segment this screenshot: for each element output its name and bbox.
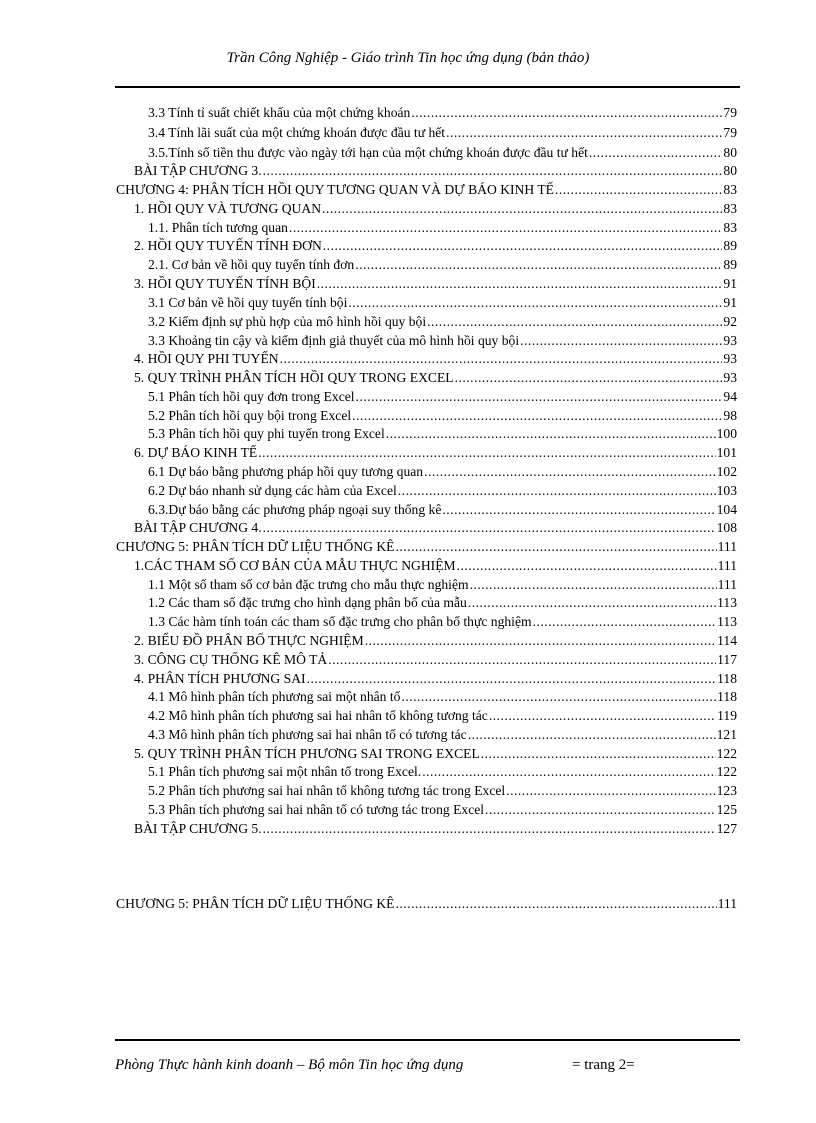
toc-leader-dots (485, 801, 716, 819)
toc-entry[interactable] (148, 782, 737, 800)
header-rule (115, 86, 740, 88)
toc-entry-page: 119 (717, 708, 737, 723)
toc-leader-dots (481, 745, 716, 763)
toc-entry-title: BÀI TẬP CHƯƠNG 3. (134, 163, 262, 178)
toc-leader-dots (424, 463, 716, 481)
toc-entry[interactable] (148, 463, 737, 481)
toc-entry-title: CHƯƠNG 4: PHÂN TÍCH HỒI QUY TƯƠNG QUAN VÀ DỰ BÁO KINH TẾ (116, 182, 554, 197)
toc-leader-dots (328, 651, 716, 669)
toc-entry-page: 92 (723, 314, 737, 329)
toc-entry[interactable] (148, 313, 737, 331)
toc-leader-dots (386, 425, 716, 443)
toc-entry-page: 83 (723, 182, 737, 197)
toc-entry-page: 122 (716, 746, 737, 761)
toc-entry-title: 5.2 Phân tích hồi quy bội trong Excel (148, 408, 352, 423)
toc-leader-dots (468, 594, 716, 612)
toc-entry-title: 5.1 Phân tích hồi quy đơn trong Excel (148, 389, 355, 404)
toc-entry-page: 125 (716, 802, 737, 817)
toc-leader-dots (289, 219, 722, 237)
toc-entry-title: 1. HỒI QUY VÀ TƯƠNG QUAN (134, 201, 322, 216)
toc-entry[interactable] (148, 707, 737, 725)
toc-entry-title: 1.CÁC THAM SỐ CƠ BẢN CỦA MẪU THỰC NGHIỆM (134, 558, 456, 573)
page-header-title: Trần Công Nghiệp - Giáo trình Tin học ứng dụng (bản thảo) (226, 50, 590, 66)
toc-entry-page: 93 (723, 370, 737, 385)
toc-entry-page: 100 (716, 426, 737, 441)
toc-leader-dots (457, 557, 717, 575)
toc-entry-title: 6.2 Dự báo nhanh sử dụng các hàm của Excel (148, 483, 397, 498)
toc-entry-title: 3. CÔNG CỤ THỐNG KÊ MÔ TẢ (134, 652, 328, 667)
toc-leader-dots (322, 200, 722, 218)
toc-entry[interactable] (148, 501, 737, 519)
toc-leader-dots (396, 538, 717, 556)
toc-entry-title: 5.3 Phân tích phương sai hai nhân tố có tương tác trong Excel (148, 802, 485, 817)
toc-leader-dots (533, 613, 717, 631)
toc-entry[interactable] (148, 294, 737, 312)
toc-entry-title: 3.3 Khoảng tin cậy và kiểm định giả thuyết của mô hình hồi quy bội (148, 333, 520, 348)
toc-entry-page: 91 (723, 276, 737, 291)
toc-leader-dots (355, 256, 722, 274)
toc-entry-title: 3.2 Kiểm định sự phù hợp của mô hình hồi quy bội (148, 314, 427, 329)
toc-entry[interactable] (148, 576, 737, 594)
toc-entry-title: 6. DỰ BÁO KINH TẾ (134, 445, 258, 460)
toc-entry-page: 113 (717, 614, 737, 629)
toc-entry-page: 98 (723, 408, 737, 423)
toc-entry-title: CHƯƠNG 5: PHÂN TÍCH DỮ LIỆU THỐNG KÊ (116, 539, 395, 554)
toc-entry-page: 111 (717, 558, 737, 573)
toc-entry-page: 121 (716, 727, 737, 742)
toc-leader-dots (446, 124, 722, 142)
toc-leader-dots (422, 763, 715, 781)
toc-entry[interactable] (134, 670, 737, 688)
toc-entry[interactable] (134, 200, 737, 218)
toc-entry[interactable] (148, 144, 737, 162)
footer-department: Phòng Thực hành kinh doanh – Bộ môn Tin học ứng dụng (115, 1057, 464, 1073)
toc-leader-dots (352, 407, 722, 425)
toc-entry-page: 101 (716, 445, 737, 460)
toc-leader-dots (365, 632, 716, 650)
footer-rule (115, 1039, 740, 1041)
toc-leader-dots (258, 444, 715, 462)
toc-leader-dots (442, 501, 715, 519)
toc-leader-dots (348, 294, 722, 312)
toc-entry-page: 89 (723, 257, 737, 272)
toc-entry[interactable] (148, 407, 737, 425)
footer-page-number: = trang 2= (572, 1057, 635, 1073)
toc-entry[interactable] (134, 557, 737, 575)
toc-leader-dots (520, 332, 722, 350)
toc-entry-page: 83 (723, 201, 737, 216)
toc-leader-dots (396, 895, 717, 913)
toc-leader-dots (263, 162, 723, 180)
toc-entry-page: 118 (717, 671, 737, 686)
toc-entry-title: BÀI TẬP CHƯƠNG 5. (134, 821, 262, 836)
toc-entry-title: 5. QUY TRÌNH PHÂN TÍCH PHƯƠNG SAI TRONG EXCEL (134, 746, 480, 761)
toc-entry-title: 1.3 Các hàm tính toán các tham số đặc trưng cho phân bố thực nghiệm (148, 614, 532, 629)
toc-entry-title: 3.1 Cơ bản về hồi quy tuyến tính bội (148, 295, 348, 310)
toc-entry-title: 2. HỒI QUY TUYẾN TÍNH ĐƠN (134, 238, 322, 253)
toc-entry[interactable] (148, 124, 737, 142)
toc-leader-dots (468, 726, 716, 744)
toc-entry-page: 79 (723, 125, 737, 140)
toc-entry-title: 1.1. Phân tích tương quan (148, 220, 288, 235)
toc-leader-dots (307, 670, 717, 688)
toc-entry-title: CHƯƠNG 5: PHÂN TÍCH DỮ LIỆU THỐNG KÊ (116, 896, 395, 911)
toc-entry-title: 5.3 Phân tích hồi quy phi tuyến trong Excel (148, 426, 385, 441)
toc-entry-title: 1.2 Các tham số đặc trưng cho hình dạng phân bố của mẫu (148, 595, 467, 610)
toc-leader-dots (589, 144, 723, 162)
toc-entry-title: 3.3 Tính tỉ suất chiết khấu của một chứng khoán (148, 105, 411, 120)
toc-entry-title: 4.1 Mô hình phân tích phương sai một nhân tố (148, 689, 401, 704)
toc-leader-dots (489, 707, 716, 725)
toc-entry[interactable] (148, 219, 737, 237)
toc-entry[interactable] (116, 538, 737, 556)
toc-entry[interactable] (148, 104, 737, 122)
toc-entry-page: 93 (723, 333, 737, 348)
toc-entry-page: 113 (717, 595, 737, 610)
toc-entry-page: 127 (716, 821, 737, 836)
toc-entry[interactable] (148, 726, 737, 744)
toc-leader-dots (398, 482, 716, 500)
toc-leader-dots (401, 688, 716, 706)
toc-entry-title: 4. HỒI QUY PHI TUYẾN (134, 351, 279, 366)
toc-entry-title: 6.1 Dự báo bằng phương pháp hồi quy tương quan (148, 464, 424, 479)
toc-entry-page: 122 (716, 764, 737, 779)
toc-entry-page: 104 (716, 502, 737, 517)
toc-entry-page: 108 (716, 520, 737, 535)
toc-entry-page: 89 (723, 238, 737, 253)
toc-entry[interactable] (134, 632, 737, 650)
toc-entry-title: 5.2 Phân tích phương sai hai nhân tố không tương tác trong Excel (148, 783, 506, 798)
toc-leader-dots (280, 350, 723, 368)
toc-leader-dots (263, 820, 716, 838)
toc-entry-page: 94 (723, 389, 737, 404)
toc-entry[interactable] (134, 275, 737, 293)
toc-entry-page: 80 (723, 145, 737, 160)
toc-leader-dots (555, 181, 722, 199)
toc-entry[interactable] (148, 425, 737, 443)
toc-entry-page: 118 (717, 689, 737, 704)
toc-entry[interactable] (116, 895, 737, 913)
toc-entry-title: 2.1. Cơ bản về hồi quy tuyến tính đơn (148, 257, 355, 272)
toc-leader-dots (323, 237, 723, 255)
toc-entry-page: 80 (723, 163, 737, 178)
toc-entry[interactable] (134, 162, 737, 180)
toc-entry-page: 111 (717, 539, 737, 554)
toc-entry-title: 1.1 Một số tham số cơ bản đặc trưng cho mẫu thực nghiệm (148, 577, 469, 592)
toc-entry-page: 103 (716, 483, 737, 498)
toc-leader-dots (411, 104, 722, 122)
toc-entry-title: 6.3.Dự báo bằng các phương pháp ngoại suy thống kê (148, 502, 442, 517)
toc-entry-page: 91 (723, 295, 737, 310)
toc-entry-title: 5. QUY TRÌNH PHÂN TÍCH HỒI QUY TRONG EXCEL (134, 370, 454, 385)
toc-entry-title: 5.1 Phân tích phương sai một nhân tố trong Excel. (148, 764, 422, 779)
toc-entry[interactable] (148, 388, 737, 406)
toc-entry[interactable] (134, 237, 737, 255)
toc-entry[interactable] (148, 482, 737, 500)
toc-entry[interactable] (148, 613, 737, 631)
toc-leader-dots (455, 369, 723, 387)
toc-leader-dots (356, 388, 723, 406)
toc-entry-page: 111 (717, 577, 737, 592)
toc-entry[interactable] (148, 688, 737, 706)
toc-leader-dots (317, 275, 723, 293)
toc-entry[interactable] (134, 745, 737, 763)
toc-entry-page: 114 (717, 633, 737, 648)
toc-entry-page: 117 (717, 652, 737, 667)
toc-entry-page: 83 (723, 220, 737, 235)
toc-entry[interactable] (134, 444, 737, 462)
toc-entry-page: 79 (723, 105, 737, 120)
toc-entry-title: 4.3 Mô hình phân tích phương sai hai nhân tố có tương tác (148, 727, 467, 742)
toc-entry-title: 3.5.Tính số tiền thu được vào ngày tới hạn của một chứng khoán được đầu tư hết (148, 145, 588, 160)
toc-entry[interactable] (148, 801, 737, 819)
toc-entry[interactable] (148, 256, 737, 274)
toc-entry[interactable] (134, 519, 737, 537)
toc-entry-title: 3.4 Tính lãi suất của một chứng khoán được đầu tư hết (148, 125, 446, 140)
toc-leader-dots (470, 576, 717, 594)
toc-entry[interactable] (134, 350, 737, 368)
toc-entry-page: 111 (717, 896, 737, 911)
toc-leader-dots (263, 519, 716, 537)
toc-leader-dots (506, 782, 715, 800)
toc-entry[interactable] (116, 181, 737, 199)
toc-entry-title: 2. BIỂU ĐỒ PHÂN BỐ THỰC NGHIỆM (134, 633, 364, 648)
toc-entry-page: 102 (716, 464, 737, 479)
toc-entry[interactable] (134, 820, 737, 838)
toc-entry-title: 3. HỒI QUY TUYẾN TÍNH BỘI (134, 276, 316, 291)
toc-entry[interactable] (148, 763, 737, 781)
toc-entry-title: 4. PHÂN TÍCH PHƯƠNG SAI (134, 671, 306, 686)
toc-leader-dots (427, 313, 722, 331)
toc-entry-title: BÀI TẬP CHƯƠNG 4. (134, 520, 262, 535)
toc-entry-page: 123 (716, 783, 737, 798)
toc-entry-page: 93 (723, 351, 737, 366)
toc-entry[interactable] (134, 651, 737, 669)
toc-entry[interactable] (134, 369, 737, 387)
toc-entry[interactable] (148, 594, 737, 612)
toc-entry-title: 4.2 Mô hình phân tích phương sai hai nhân tố không tương tác (148, 708, 488, 723)
toc-entry[interactable] (148, 332, 737, 350)
